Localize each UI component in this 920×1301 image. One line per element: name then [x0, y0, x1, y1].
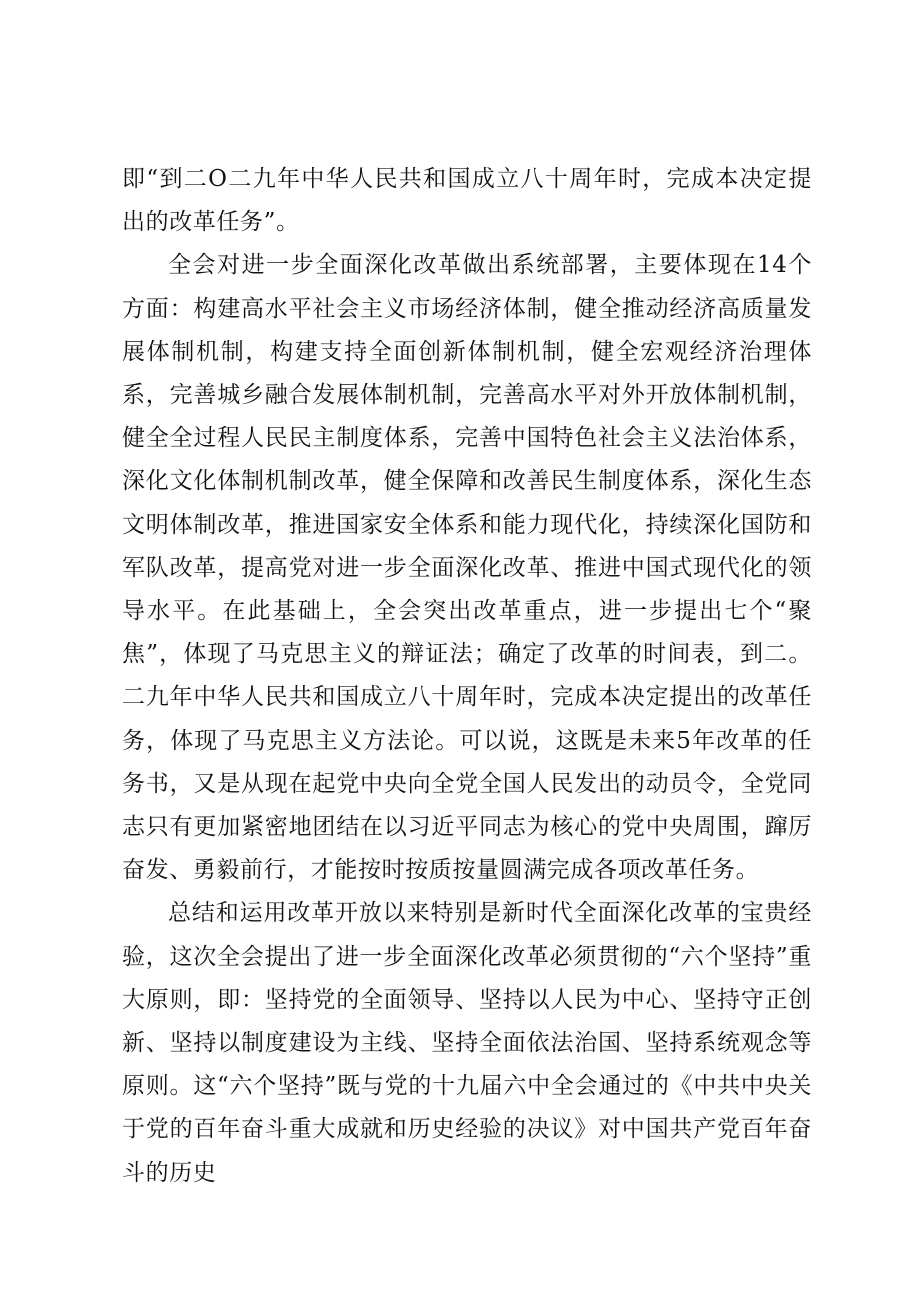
paragraph-six-principles: 总结和运用改革开放以来特别是新时代全面深化改革的宝贵经验，这次全会提出了进一步全面深化改革必须贯彻的“六个坚持”重大原则，即：坚持党的全面领导、坚持以人民为中心、坚持守正创新、坚持以制度建设为主线、坚持全面依法治国、坚持系统观念等原则。这“六个坚持”既与党的十九届六中全会通过的《中共中央关于党的百年奋斗重大成就和历史经验的决议》对中国共产党百年奋斗的历史 — [122, 900, 812, 1186]
document-body — [122, 158, 812, 1195]
paragraph-reform-deployment: 全会对进一步全面深化改革做出系统部署，主要体现在14个方面：构建高水平社会主义市场经济体制，健全推动经济高质量发展体制机制，构建支持全面创新体制机制，健全宏观经济治理体系，完善城乡融合发展体制机制，完善高水平对外开放体制机制，健全全过程人民民主制度体系，完善中国特色社会主义法治体系，深化文化体制机制改革，健全保障和改善民生制度体系，深化生态文明体制改革，推进国家安全体系和能力现代化，持续深化国防和军队改革，提高党对进一步全面深化改革、推进中国式现代化的领导水平。在此基础上，全会突出改革重点，进一步提出七个“聚焦”，体现了马克思主义的辩证法；确定了改革的时间表，到二。二九年中华人民共和国成立八十周年时，完成本决定提出的改革任务，体现了马克思主义方法论。可以说，这既是未来5年改革的任务书，又是从现在起党中央向全党全国人民发出的动员令，全党同志只有更加紧密地团结在以习近平同志为核心的党中央周围，蹿厉奋发、勇毅前行，才能按时按质按量圆满完成各项改革任务。 — [122, 252, 812, 884]
paragraph-continuation: 即“到二O二九年中华人民共和国成立八十周年时，完成本决定提出的改革任务”。 — [122, 166, 812, 236]
